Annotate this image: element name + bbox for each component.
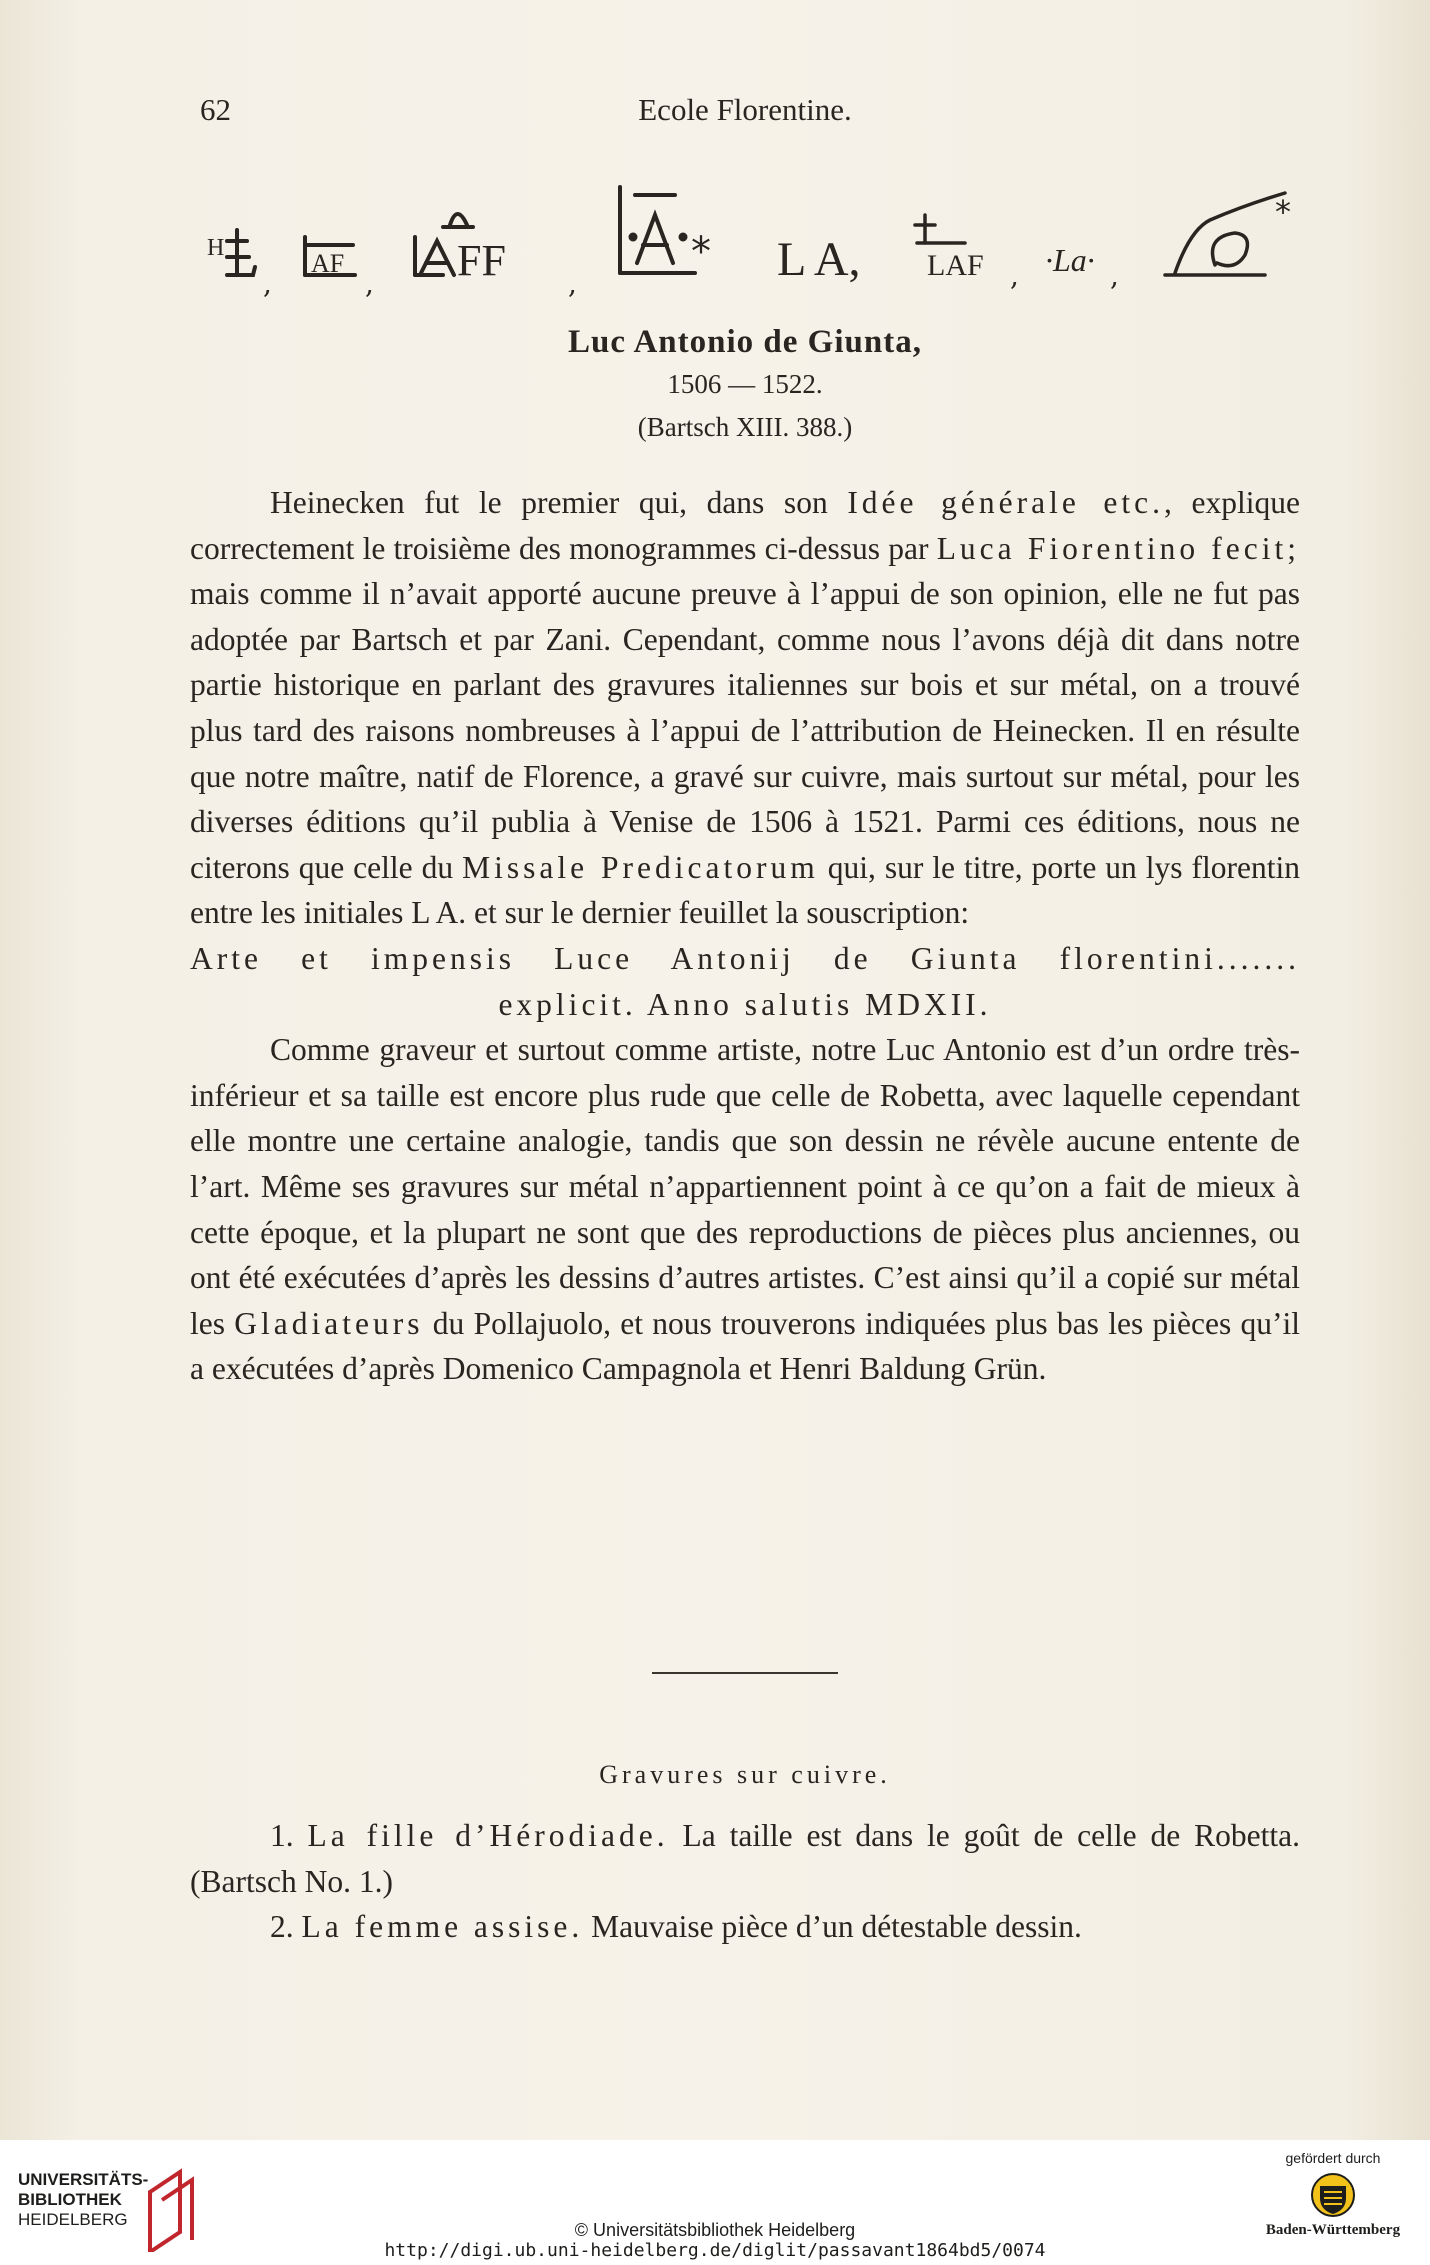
artist-dates: 1506 — 1522.	[667, 369, 823, 399]
svg-text:,: ,	[365, 267, 374, 300]
paragraph-1	[190, 480, 1300, 936]
sponsor-label: gefördert durch	[1285, 2150, 1381, 2166]
item-number: 1.	[270, 1818, 294, 1853]
text-run: , explique correctement le troisième des monogrammes ci-dessus par	[190, 485, 1300, 566]
page-number: 62	[200, 92, 231, 127]
svg-text:LAF: LAF	[927, 249, 984, 282]
library-name-line: UNIVERSITÄTS-	[18, 2170, 149, 2189]
inscription-line-1: Arte et impensis Luce Antonij de Giunta florentini.......	[190, 940, 1300, 976]
text-run: qui, sur le titre, porte un lys florentin entre les initiales L A. et sur le dernier feuillet la souscription:	[190, 849, 1300, 931]
permalink[interactable]: http://digi.ub.uni-heidelberg.de/diglit/passavant1864bd5/0074	[384, 2240, 1046, 2261]
inscription-line-2: explicit. Anno salutis MDXII.	[498, 986, 992, 1022]
monogram-figures	[205, 175, 1305, 310]
item-title: La fille d’Hérodiade.	[307, 1818, 669, 1853]
section-divider	[652, 1672, 838, 1674]
monogram-la-box-icon	[620, 187, 711, 275]
text-run: Comme graveur et surtout comme artiste, notre Luc Antonio est d’un ordre très-inférieur et sa taille est encore plus rude que celle de Robetta, avec laquelle cependant elle montre une certaine analogie, tandis que son dessin ne révèle aucune entente de l’art. Même ses gravures sur métal n’appartiennent point à ce qu’on a fait de mieux à cette époque, et la plupart ne sont que des reproductions de pièces plus anciennes, ou ont été exécutées d’après les dessins d’autres artistes. C’est ainsi qu’il a copié sur métal les	[190, 1032, 1300, 1341]
digitization-footer	[0, 2140, 1430, 2265]
bartsch-reference: (Bartsch XIII. 388.)	[637, 412, 853, 442]
item-text: La taille est dans le goût de celle de Robetta. (Bartsch No. 1.)	[190, 1818, 1301, 1899]
library-name-line: HEIDELBERG	[18, 2210, 128, 2229]
svg-text:FF: FF	[457, 236, 506, 285]
section-title: Gravures sur cuivre.	[599, 1760, 891, 1789]
artist-name: Luc Antonio de Giunta,	[568, 324, 922, 360]
svg-text:,: ,	[263, 267, 272, 300]
monogram-la-icon: L A,	[777, 233, 861, 286]
monogram-laf-icon	[915, 215, 1019, 292]
library-name-line: BIBLIOTHEK	[18, 2190, 122, 2209]
list-item	[190, 1813, 1300, 1904]
text-run: Heinecken fut le premier qui, dans son	[270, 485, 848, 520]
item-title: La femme assise.	[301, 1909, 584, 1945]
list-item	[190, 1904, 1300, 1950]
paragraph-2	[190, 1027, 1300, 1392]
spaced-title: Luca Fiorentino fecit;	[936, 530, 1301, 566]
svg-text:·La·: ·La·	[1045, 242, 1095, 278]
spaced-title: Gladiateurs	[234, 1305, 424, 1341]
monogram-la-script-icon	[1165, 193, 1291, 275]
page-header	[190, 92, 1300, 132]
item-number: 2.	[270, 1909, 294, 1945]
item-text: Mauvaise pièce d’un détestable dessin.	[583, 1909, 1082, 1945]
monogram-aff-icon	[415, 214, 577, 300]
text-run: du Pollajuolo, et nous trouverons indiquées plus bas les pièces qu’il a exécutées d’après Domenico Campagnola et Henri Baldung Grün.	[190, 1305, 1300, 1387]
spaced-title: Idée générale etc.	[847, 485, 1165, 520]
svg-text:,: ,	[1110, 259, 1119, 292]
svg-text:H: H	[207, 235, 225, 261]
running-title: Ecole Florentine.	[638, 92, 852, 127]
state-crest-icon	[1310, 2172, 1356, 2218]
sponsor-block	[1258, 2150, 1408, 2239]
artist-heading	[190, 320, 1300, 450]
svg-text:AF: AF	[311, 249, 345, 278]
svg-text:*: *	[691, 229, 711, 275]
svg-text:,: ,	[568, 267, 577, 300]
spaced-title: Missale Predicatorum	[462, 849, 819, 885]
body-text	[190, 480, 1300, 1392]
monogram-laf-box-icon	[305, 237, 374, 300]
monogram-la-small-icon	[1045, 242, 1119, 292]
sponsor-name: Baden-Württemberg	[1265, 2222, 1401, 2238]
catalogue-list	[190, 1813, 1300, 1950]
monogram-row	[205, 175, 1305, 310]
svg-text:,: ,	[1010, 259, 1019, 292]
svg-text:*: *	[1275, 193, 1291, 231]
text-run: mais comme il n’avait apporté aucune preuve à l’appui de son opinion, elle ne fut pas adoptée par Bartsch et par Zani. Cependant, comme nous l’avons déjà dit dans notre partie historique en parlant des gravures italiennes sur bois et sur métal, on a trouvé plus tard des raisons nombreuses à l’appui de l’attribution de Heinecken. Il en résulte que notre maître, natif de Florence, a gravé sur cuivre, mais surtout sur métal, pour les diverses éditions qu’il publia à Venise de 1506 à 1521. Parmi ces éditions, nous ne citerons que celle du	[190, 576, 1300, 885]
monogram-hl-icon	[207, 230, 272, 300]
copyright-notice: © Universitätsbibliothek Heidelberg	[574, 2220, 856, 2240]
